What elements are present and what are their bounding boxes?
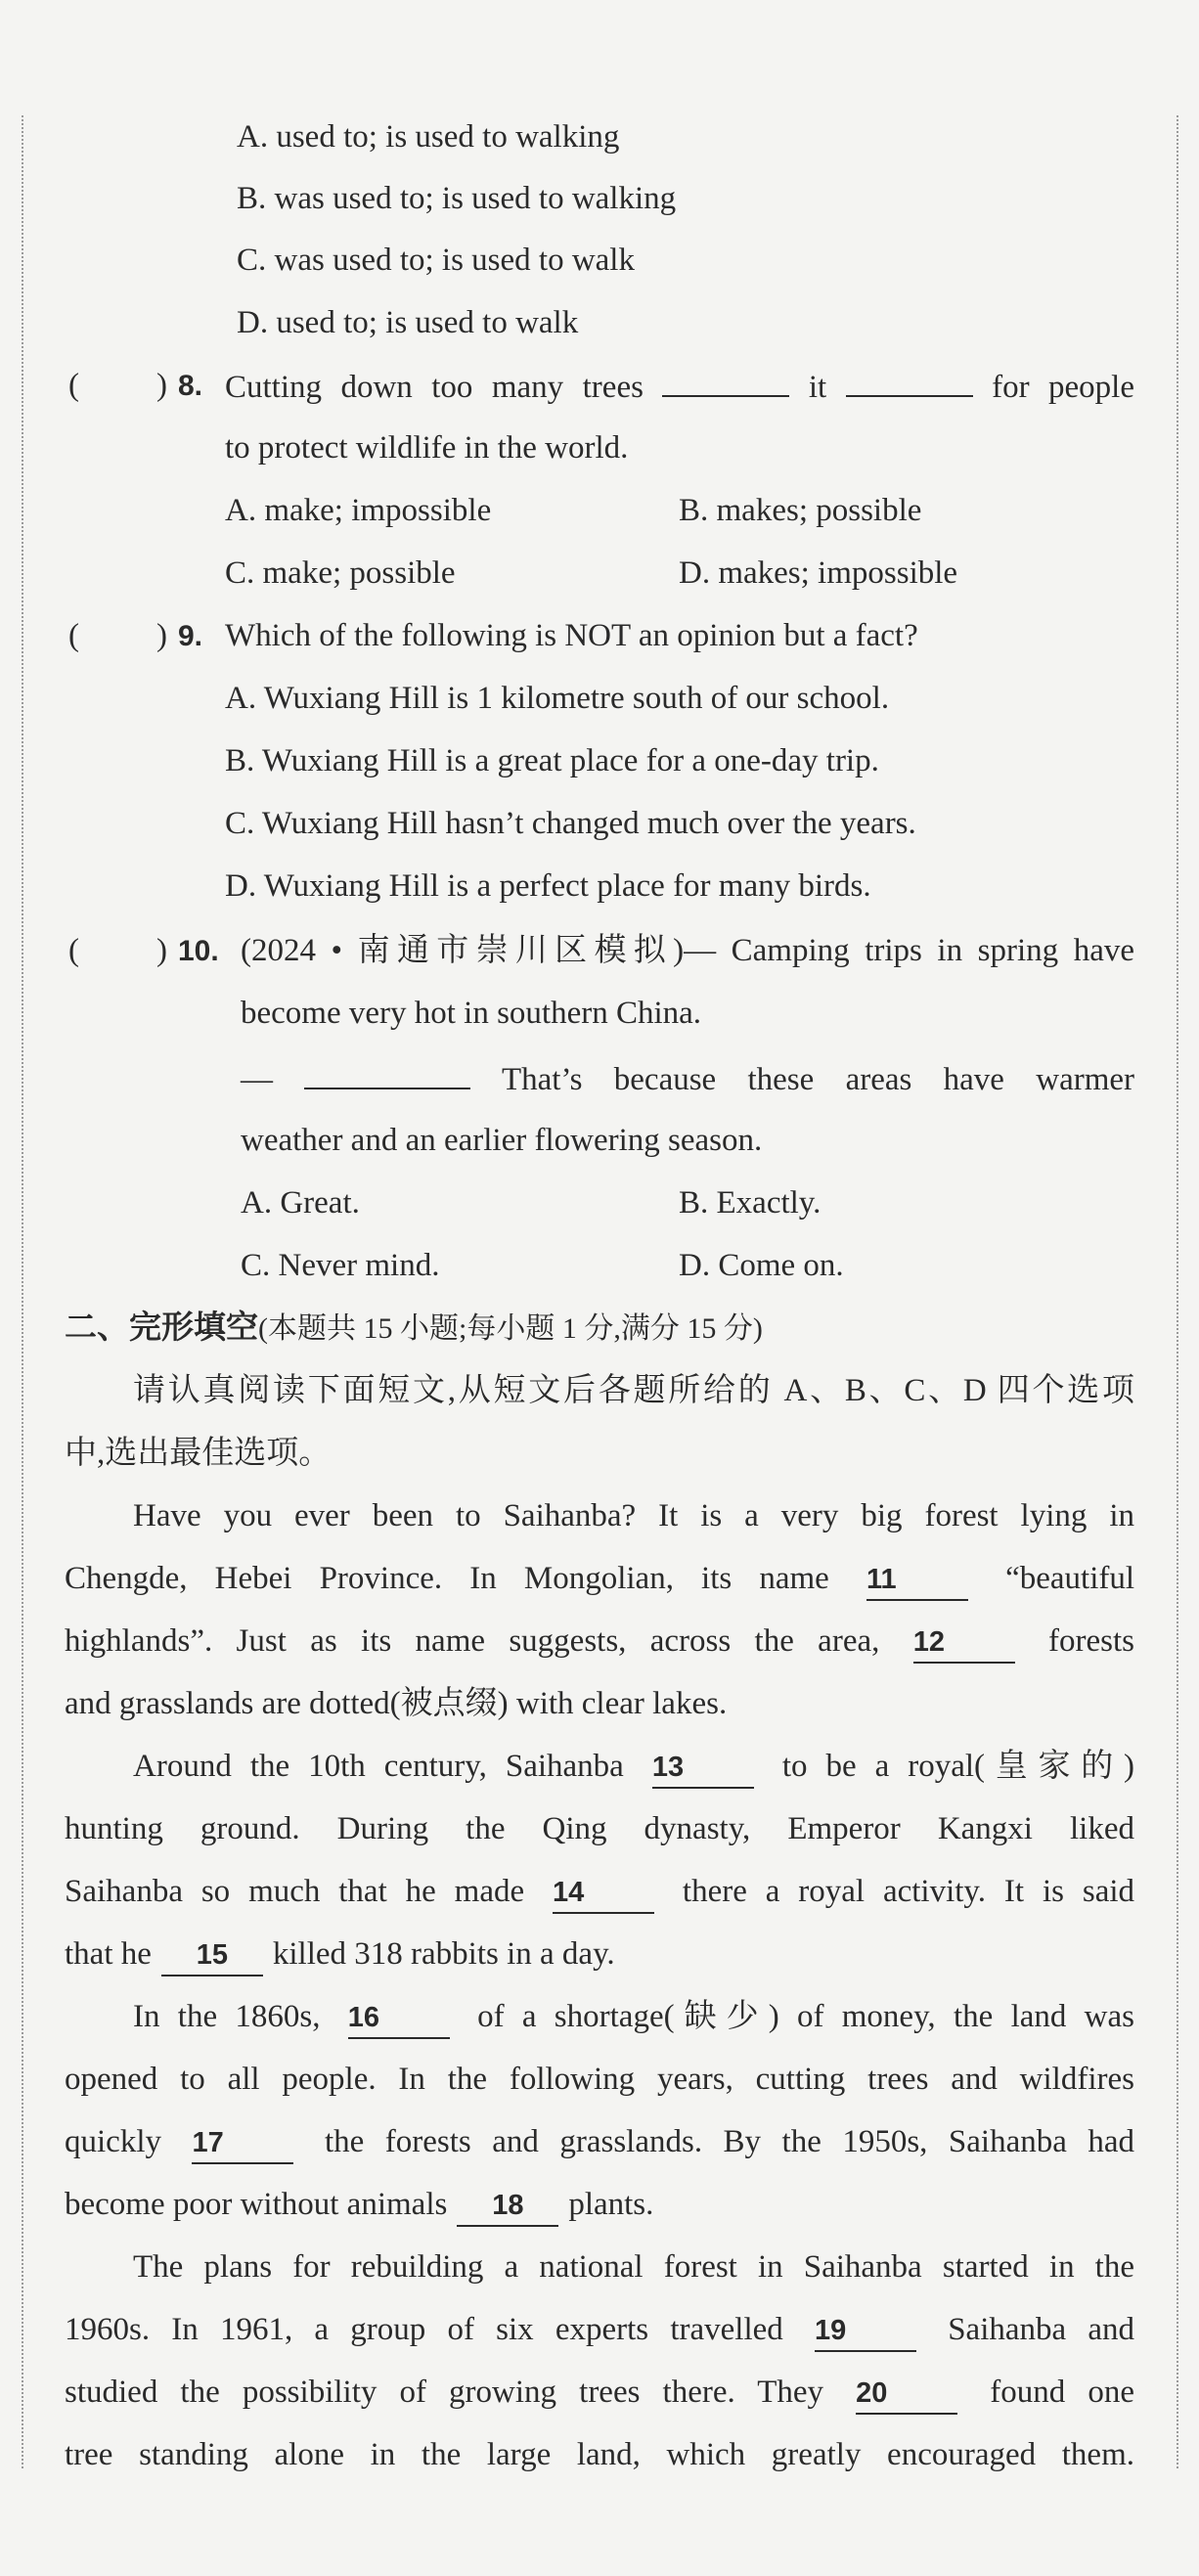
q9-stem: Which of the following is NOT an opinion but a fact? [225,618,918,653]
q8-answer-paren-close: ) [156,368,167,403]
blank-16: 16 [348,1998,450,2039]
passage-text: of a shortage(缺少) of money, the land was [477,1999,1135,2034]
passage-text: “beautiful [1005,1561,1135,1596]
q9-number-text: 9. [178,620,203,652]
passage-p2-line4 [65,1934,615,1976]
passage-text: Saihanba so much that he made [65,1874,525,1909]
passage-text: killed 318 rabbits in a day. [272,1936,615,1972]
q9-option-d: D. Wuxiang Hill is a perfect place for many birds. [225,868,871,904]
passage-text: forests [1048,1623,1135,1659]
q10-stem-line4: weather and an earlier flowering season. [241,1123,763,1158]
passage-text: 1960s. In 1961, a group of six experts travelled [65,2312,783,2347]
section-2-instruction-line2: 中,选出最佳选项。 [65,1436,332,1471]
q10-number [178,931,219,971]
q10-stem-line3-rest: That’s because these areas have warmer [502,1062,1135,1097]
passage-p3-line1 [133,1997,1134,2039]
q7-option-d: D. used to; is used to walk [237,305,579,340]
q10-option-a: A. Great. [241,1185,360,1221]
q9-number [178,616,202,656]
passage-p4-line4: tree standing alone in the large land, which greatly encouraged them. [65,2437,1134,2472]
blank-12: 12 [913,1622,1015,1664]
blank-15: 15 [161,1935,263,1976]
q9-option-b: B. Wuxiang Hill is a great place for a one-day trip. [225,743,879,778]
q8-answer-paren-open: ( [68,368,79,403]
q8-option-a: A. make; impossible [225,493,492,528]
passage-text: Around the 10th century, Saihanba [133,1749,624,1784]
q10-dash: — [241,1062,273,1097]
passage-text: that he [65,1936,152,1972]
section-2-instruction-line1: 请认真阅读下面短文,从短文后各题所给的 A、B、C、D 四个选项 [133,1373,1134,1408]
q9-option-a: A. Wuxiang Hill is 1 kilometre south of our school. [225,681,890,716]
passage-p3-line2: opened to all people. In the following years, cutting trees and wildfires [65,2062,1134,2097]
q8-option-d: D. makes; impossible [679,555,958,591]
passage-text: the forests and grasslands. By the 1950s, Saihanba had [324,2124,1135,2159]
passage-text: become poor without animals [65,2187,448,2222]
q10-stem-line2: become very hot in southern China. [241,996,702,1031]
passage-p3-line4 [65,2185,653,2227]
q10-option-b: B. Exactly. [679,1185,822,1221]
passage-p4-line2 [65,2310,1134,2352]
left-margin-dotted-line [22,115,23,2468]
passage-text: found one [990,2375,1135,2410]
section-2-heading [65,1309,763,1349]
passage-p3-line3 [65,2122,1134,2164]
q8-stem-line2: to protect wildlife in the world. [225,430,629,466]
q7-option-c: C. was used to; is used to walk [237,243,635,278]
q8-stem-part2: it [808,370,827,405]
passage-p1-line4: and grasslands are dotted(被点缀) with clear lakes. [65,1686,728,1721]
blank-17: 17 [192,2123,293,2164]
q10-number-text: 10. [178,935,219,967]
passage-text: to be a royal(皇家的) [781,1749,1135,1784]
passage-p2-line3 [65,1872,1134,1914]
q9-option-c: C. Wuxiang Hill hasn’t changed much over the years. [225,806,916,841]
passage-text: Chengde, Hebei Province. In Mongolian, its name [65,1561,829,1596]
q8-blank-2 [846,366,973,397]
passage-text: Saihanba and [948,2312,1135,2347]
blank-20: 20 [856,2374,957,2415]
q10-blank [304,1058,470,1089]
passage-text: there a royal activity. It is said [682,1874,1135,1909]
q7-option-a: A. used to; is used to walking [237,119,620,155]
blank-19: 19 [815,2311,916,2352]
q8-option-c: C. make; possible [225,555,456,591]
q8-stem-part1: Cutting down too many trees [225,370,644,405]
q8-number [178,366,202,406]
passage-text: studied the possibility of growing trees there. They [65,2375,824,2410]
section-2-title: 二、完形填空 [65,1310,258,1346]
passage-p4-line3 [65,2373,1134,2415]
q10-stem-line1: (2024 • 南通市崇川区模拟)— Camping trips in spring have [241,933,1134,968]
passage-p2-line2: hunting ground. During the Qing dynasty, Emperor Kangxi liked [65,1811,1134,1846]
passage-text: plants. [568,2187,654,2222]
q8-blank-1 [662,366,789,397]
passage-p1-line3 [65,1621,1134,1664]
q8-number-text: 8. [178,370,203,402]
blank-18: 18 [457,2186,558,2227]
q7-option-b: B. was used to; is used to walking [237,181,677,216]
blank-13: 13 [652,1748,754,1789]
section-2-subtitle: (本题共 15 小题;每小题 1 分,满分 15 分) [258,1312,763,1345]
q8-option-b: B. makes; possible [679,493,922,528]
q10-answer-paren-open: ( [68,933,79,968]
passage-text: In the 1860s, [133,1999,321,2034]
passage-text: highlands”. Just as its name suggests, across the area, [65,1623,880,1659]
blank-14: 14 [553,1873,654,1914]
passage-text: quickly [65,2124,161,2159]
q10-stem-line3 [241,1058,1134,1099]
passage-p1-line1: Have you ever been to Saihanba? It is a very big forest lying in [133,1498,1134,1533]
right-margin-dotted-line [1177,115,1178,2468]
q10-answer-paren-close: ) [156,933,167,968]
passage-p1-line2 [65,1559,1134,1601]
q10-option-d: D. Come on. [679,1248,844,1283]
blank-11: 11 [866,1560,968,1601]
q9-answer-paren-open: ( [68,618,79,653]
passage-p2-line1 [133,1747,1134,1789]
q8-stem-part3: for people [992,370,1134,405]
passage-p4-line1: The plans for rebuilding a national forest in Saihanba started in the [133,2249,1134,2285]
q9-answer-paren-close: ) [156,618,167,653]
q8-stem-line1 [225,366,1134,407]
q10-option-c: C. Never mind. [241,1248,440,1283]
